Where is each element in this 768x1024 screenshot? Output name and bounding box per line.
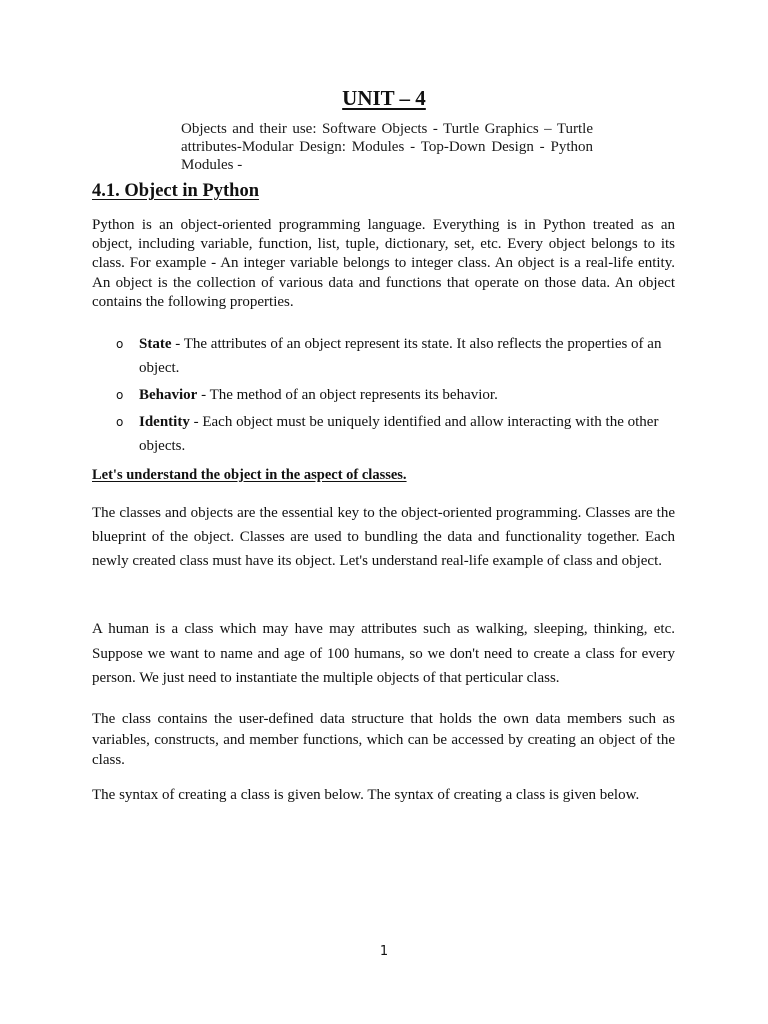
bullet-icon: o <box>116 415 124 429</box>
property-description: - The attributes of an object represent its state. It also reflects the properties of an object. <box>139 336 662 376</box>
property-description: - The method of an object represents its behavior. <box>197 387 498 403</box>
list-item-behavior <box>92 383 675 407</box>
bullet-icon: o <box>116 388 124 402</box>
list-item-state <box>92 332 675 380</box>
property-term: State <box>139 336 172 352</box>
unit-title: UNIT – 4 <box>342 86 426 110</box>
page-number: 1 <box>379 944 389 959</box>
bullet-icon: o <box>116 337 124 351</box>
properties-list <box>92 332 675 461</box>
syllabus-topics: Objects and their use: Software Objects - Turtle Graphics – Turtle attributes-Modular Design: Modules - Top-Down Design - Python Modules - <box>181 121 593 173</box>
paragraph-class-contents: The class contains the user-defined data structure that holds the own data members such as variables, constructs, and member functions, which can be accessed by creating an object of the class. <box>92 711 675 768</box>
subheading-classes: Let's understand the object in the aspect of classes. <box>92 467 407 483</box>
paragraph-human-example: A human is a class which may have may attributes such as walking, sleeping, thinking, etc. Suppose we want to name and age of 100 humans, so we don't need to create a class for every person. We just need to instantiate the multiple objects of that perticular class. <box>92 621 675 687</box>
intro-paragraph: Python is an object-oriented programming language. Everything is in Python treated as an object, including variable, function, list, tuple, dictionary, set, etc. Every object belongs to its class. For example - An integer variable belongs to integer class. An object is a real-life entity. An object is the collection of various data and functions that operate on those data. An object contains the following properties. <box>92 217 675 310</box>
property-description: - Each object must be uniquely identified and allow interacting with the other objects. <box>139 414 659 454</box>
paragraph-syntax-intro: The syntax of creating a class is given below. The syntax of creating a class is given below. <box>92 787 640 803</box>
section-title: 4.1. Object in Python <box>92 181 260 201</box>
property-term: Identity <box>139 414 190 430</box>
paragraph-classes-objects: The classes and objects are the essential key to the object-oriented programming. Classes are the blueprint of the object. Classes are used to bundling the data and functionality together. Each newly created class must have its object. Let's understand real-life example of class and object. <box>92 505 675 570</box>
property-term: Behavior <box>139 387 198 403</box>
list-item-identity <box>92 410 675 458</box>
